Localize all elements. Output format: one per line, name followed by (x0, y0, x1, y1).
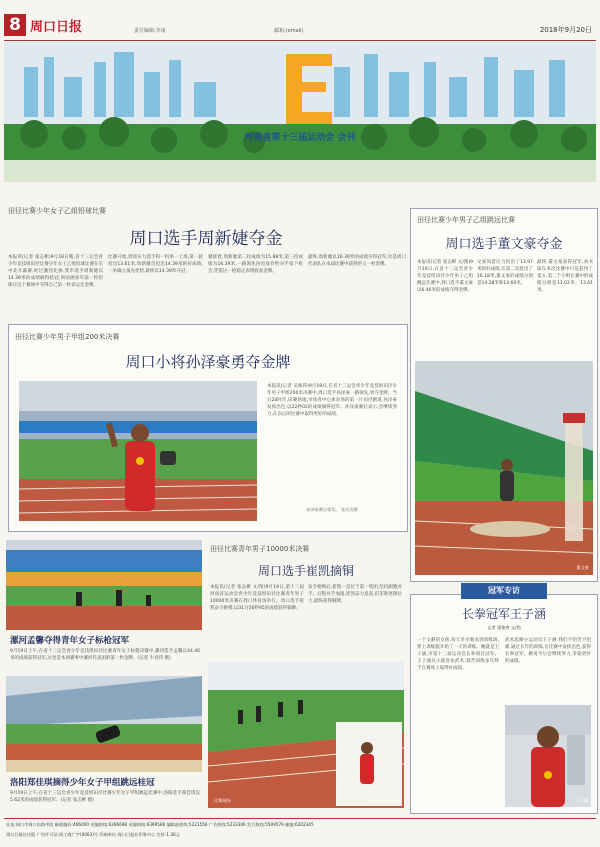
boxing-photo-image (505, 705, 591, 807)
issue-date: 2018年9月20日 (539, 26, 592, 34)
article-kicker: 田径比赛少年女子乙组铅球比赛 (8, 207, 106, 215)
luoyang-photo (6, 676, 202, 772)
article-kicker: 田径比赛青年男子10000米决赛 (210, 545, 310, 553)
javelin-photo (6, 540, 202, 630)
article-text: 本报讯(记者 张志彬 文/图)9月19日,第十三届河南省运动会青少年竞技组田径比赛青年男子10000米决赛在周口体育场举行。周口选手崔凯奋力拼搏,以31分56秒95的成绩获得铜牌。 (210, 585, 304, 611)
article-headline: 周口选手崔凯摘铜 (257, 564, 354, 578)
email-line: 邮箱:(email) (274, 28, 304, 34)
banner (4, 42, 596, 182)
article-text: 本报讯(记者 张志彬 文/图)9月19日,在省十三运会青少年竞技组田径少年男子乙组跳远比赛中,周口选手董文豪以6.46米的成绩夺得金牌。 (417, 260, 473, 293)
photo-caption: 周口选手崔凯 (372, 798, 398, 803)
sprint-photo-image (19, 381, 257, 521)
article-text: 文豪顶着压力投出了13.97米的好成绩,在第二次投出了16.18米,董文豪的成绩分别是14.28米和14.60米。 (477, 260, 533, 286)
masthead (4, 4, 596, 41)
photo-caption: 比赛现场 (214, 798, 231, 803)
article-text: 发令枪响后,崔凯一直位于第一集团,坚持跟跑对手。后程对手加速,崔凯奋力追赶,但差距逐渐拉大,最终获得铜牌。 (308, 585, 402, 604)
article-headline: 周口小将孙泽豪勇夺金牌 (125, 353, 291, 371)
article-text: 最终,董文豪获得冠军,刘书琼在本次比赛中只是获得了第五,第二个小组在赛中的成绩分别是13.03米、13.61米。 (537, 260, 593, 293)
sprint-photo (19, 381, 257, 521)
article-headline: 周口选手董文豪夺金 (445, 237, 563, 252)
article-byline: 记者 梁艳香 文/图 (487, 625, 521, 630)
article-text: 武术套路小运动员王子涵:我们不怕苦不怕累,通过长年的训练,在比赛中发挥出色,获得长拳冠军。她说今后会继续努力,争取更好的成绩。 (505, 638, 591, 664)
boxing-photo (505, 705, 591, 807)
footer-line: 社址:周口市周口东路中段 邮政编码:466000 采编热线:6266698 采编热线:6399586 编辑部热线:5221556 广告热线:5233306 发行热线:5599579 邮编:6202345 (6, 822, 314, 827)
article-kicker: 田径比赛少年男子乙组跳远比赛 (417, 216, 515, 224)
interview-badge: 冠军专访 (461, 583, 547, 599)
long-jump-photo (415, 361, 593, 575)
ten-k-photo-image (208, 662, 404, 808)
article-text: 9月19日上午,在省十三运会青少年竞技组田径比赛青年女子标枪决赛中,漯河选手孟馨以44.46米的成绩获得冠军,这也是本项赛事中漯河代表团的第一枚金牌。(记者 牛君伟 摄) (10, 649, 200, 661)
article-text: 最终,周新婕以16.39米的成绩夺得冠军,这是周口代表队在本届比赛中获得的又一枚金牌。 (308, 255, 406, 267)
banner-art (4, 42, 596, 182)
article-kicker: 田径比赛少年男子甲组200米决赛 (15, 333, 120, 341)
article-long-jump (410, 208, 598, 582)
article-text: 本报讯(记者 张志彬)9月18日晚,省十三运会青少年竞技组田径比赛少年女子乙组铅球比赛在市中北开幕赛,经过激烈比拼,我市选手周新婕以14.39米的成绩摘得桂冠,周雨涵多年前一枚铅球在这个赛场中夺得自己第一枚省运会金牌。 (8, 255, 103, 288)
photo-caption: 董文豪 (576, 565, 589, 570)
article-headline: 漯河孟馨夺得青年女子标枪冠军 (10, 636, 130, 646)
article-sprint (8, 324, 408, 532)
article-boxing (410, 586, 598, 814)
banner-title: 河南省第十三届运动会 会刊 (244, 133, 356, 143)
article-headline: 洛阳郑佳琪摘得少年女子甲组跳远桂冠 (10, 778, 155, 788)
article-text: 比赛开始,周郑实力选手和一机率一上场,第一轮投出13.61米,周新婕首投出14.39米的好成绩,一举确立领先优势,最终以14.39米夺冠。 (108, 255, 203, 274)
article-girls-javelin (6, 540, 202, 670)
page-number-badge: 8 (4, 14, 26, 36)
long-jump-photo-image (415, 361, 593, 575)
article-ten-k (206, 540, 406, 812)
paper-name: 周口日报 (30, 20, 83, 35)
article-text: 一个文静的女孩,每天早早地来到训练场,穿上训练服开始了一天的训练。她就是王子涵,市第十三届运动会长拳项目冠军。王子涵从小就喜欢武术,刻苦训练多年终于在赛场上取得好成绩。 (417, 638, 499, 671)
article-text: 紧接着,周新婕第二投成绩为15.88米,第三投成绩为16.39米,一路领先再也没有给对手留下机会,凭借这一枪稳定表现收获金牌。 (208, 255, 303, 274)
photo-caption: 王子涵 (575, 798, 588, 803)
article-text: 本报讯(记者 吴姝萍)9月18日,在省十三运会青少年竞技组田径少年男子甲组200米决赛中,周口选手孙泽豪一路领先,勇夺金牌。当日20时许,田赛场地,市体育中心体育场的第一片田径跑道,孙泽豪发挥出色,以22秒02的成绩摘得冠军。孙泽豪赛后表示,会继续努力,在以后的比赛中取得更好的成绩。 (267, 384, 397, 417)
footer (4, 818, 596, 845)
luoyang-photo-image (6, 676, 202, 772)
article-luoyang (6, 676, 202, 812)
article-shot-put (4, 206, 408, 296)
article-text: 9月19日上午,在省十三运会青少年竞技组田径比赛少年女子甲组跳远比赛中,洛阳选手郑佳琪以5.62米的成绩获得冠军。(记者 张志彬 摄) (10, 791, 200, 803)
editor-line: 责任编辑:李南 (134, 28, 166, 34)
ten-k-photo (208, 662, 404, 808)
footer-line: 周口日报社出版 广告许可证:周工商广字(0003)号 印刷单位:周口日报社印务中心 定价:1.30元 (6, 832, 180, 837)
photo-caption: 孙泽豪赛后领奖。 张庆涛摄 (306, 507, 358, 512)
article-headline: 周口选手周新婕夺金 (129, 229, 283, 249)
article-headline: 长拳冠军王子涵 (461, 607, 546, 621)
javelin-photo-image (6, 540, 202, 630)
